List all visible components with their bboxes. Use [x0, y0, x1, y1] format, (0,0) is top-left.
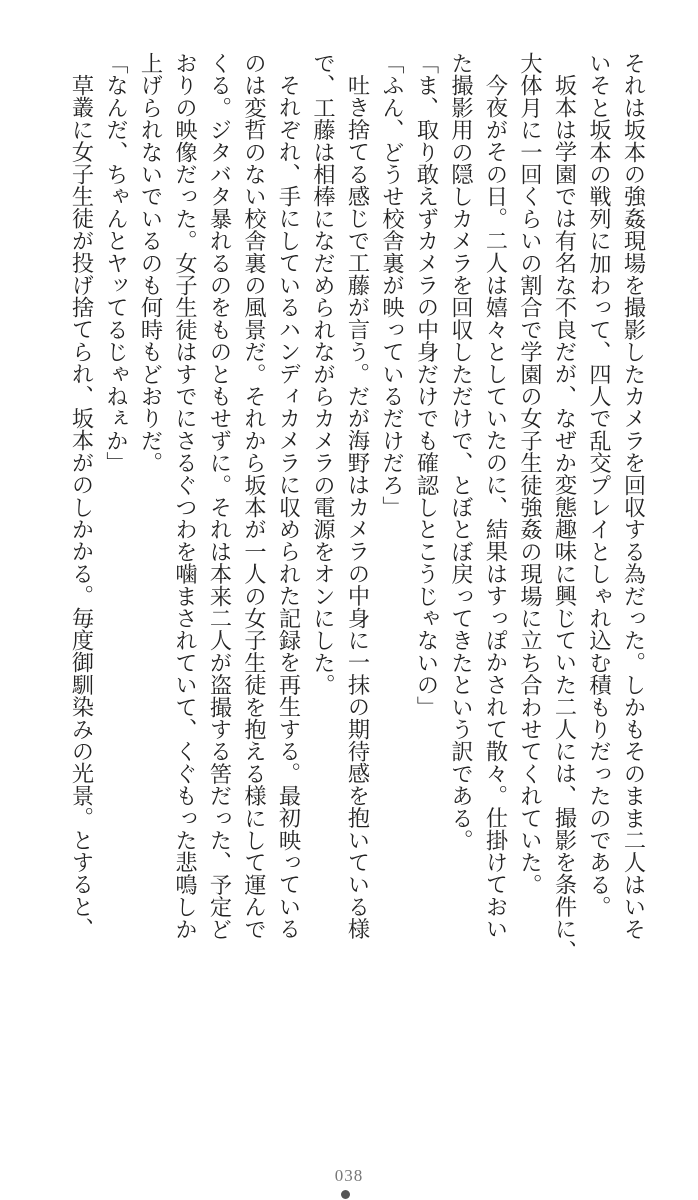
text-column: いそと坂本の戦列に加わって、四人で乱交プレイとしゃれ込む積もりだったのである。 — [585, 52, 612, 918]
page-number: 038 — [334, 1166, 364, 1185]
paragraph — [305, 52, 374, 940]
text-column: おりの映像だった。女子生徒はすでにさるぐつわを噛まされていて、くぐもった悲鳴しか — [171, 52, 198, 940]
paragraph — [512, 52, 581, 963]
paragraph — [64, 52, 99, 940]
text-column: それぞれ、手にしているハンディカメラに収められた記録を再生する。最初映っている — [275, 74, 301, 940]
text-column: 大体月に一回くらいの割合で学園の女子生徒強姦の現場に立ち合わせてくれていた。 — [516, 52, 543, 896]
paragraph — [581, 52, 650, 940]
text-column: くる。ジタバタ暴れるのをものともせずに。それは本来二人が盗撮する筈だった、予定ど — [206, 52, 232, 940]
text-column: 「ふん、どうせ校舎裏が映っているだけだろ」 — [378, 52, 405, 519]
body-text — [64, 52, 651, 963]
paragraph — [98, 52, 133, 932]
paragraph — [443, 52, 512, 940]
text-column: 「ま、取り敢えずカメラの中身だけでも確認しとこうじゃないの」 — [413, 52, 439, 718]
text-column: のは変哲のない校舎裏の風景だ。それから坂本が一人の女子生徒を抱える様にして運んで — [240, 52, 267, 940]
paragraph — [374, 52, 409, 932]
text-column: 坂本は学園では有名な不良だが、なぜか変態趣味に興じていた二人には、撮影を条件に、 — [551, 74, 577, 963]
paragraph — [133, 52, 306, 940]
page-marker-dot — [341, 1190, 350, 1199]
text-column: それは坂本の強姦現場を撮影したカメラを回収する為だった。しかもそのまま二人はいそ — [620, 52, 646, 940]
text-column: 草叢に女子生徒が投げ捨てられ、坂本がのしかかる。毎度御馴染みの光景。とすると、 — [68, 74, 94, 940]
paragraph — [409, 52, 444, 932]
text-column: 吐き捨てる感じで工藤が言う。だが海野はカメラの中身に一抹の期待感を抱いている様 — [344, 74, 370, 940]
text-column: た撮影用の隠しカメラを回収しただけで、とぼとぼ戻ってきたという訳である。 — [447, 52, 474, 852]
text-column: 今夜がその日。二人は嬉々としていたのに、結果はすっぽかされて散々。仕掛けておい — [482, 74, 508, 940]
text-column: で、工藤は相棒になだめられながらカメラの電源をオンにした。 — [309, 52, 336, 696]
text-column: 「なんだ、ちゃんとヤッてるじゃねぇか」 — [102, 52, 129, 474]
text-column: 上げられないでいるのも何時もどおりだ。 — [137, 52, 163, 474]
